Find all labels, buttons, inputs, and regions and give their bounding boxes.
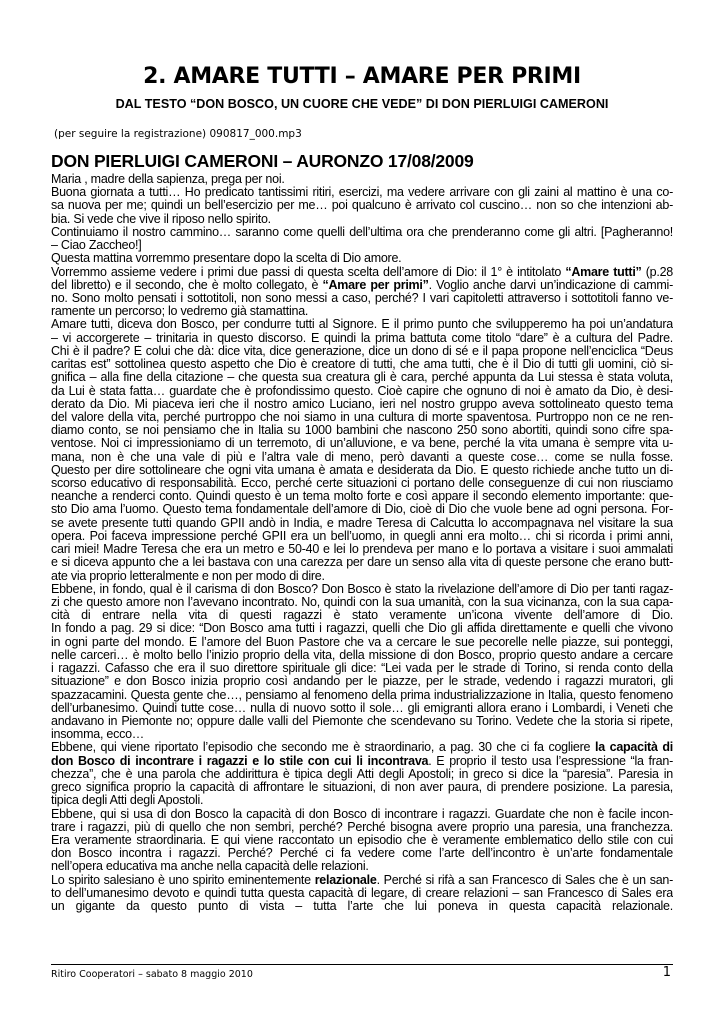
text-run: un gigante da questo punto di vista – tutta l’arte che lui poneva in questa capacità relazionale. (51, 900, 673, 914)
body-line (51, 213, 673, 226)
text-run: ventose. Noi ci impressioniamo di un terremoto, di un’alluvione, e va bene, perché la vita umana è sempre vita u- (51, 437, 673, 451)
text-run: mana, non è che una vale di più e l’altra vale di meno, però davanti a queste cose… come se nulla fosse. (51, 450, 673, 464)
text-run: andavano in Piemonte no; oppure dalle valli del Piemonte che scendevano su Torino. Vedete che la storia si ripete, (51, 714, 673, 728)
body-line (51, 702, 673, 715)
text-run: dell’urbanesimo. Quindi tutte cose… nulla di nuovo sotto il sole… gli emigranti allora erano i Lombardi, i Veneti che (51, 701, 673, 715)
body-line (51, 226, 673, 239)
text-run: se avete presente tutti quando GPII andò in India, e madre Teresa di Calcutta lo accompagnava nel visitare la sua (51, 516, 673, 530)
text-run: – vi accorgerete – trinitaria in questo discorso. E quindi la prima battuta come titolo “dare” è a cultura del Padre. (51, 331, 673, 345)
body-line (51, 821, 673, 834)
body-line (51, 252, 673, 265)
body-line (51, 715, 673, 728)
text-run: tipica degli Atti degli Apostoli. (51, 794, 204, 808)
text-run: caritas est” sottolinea questo aspetto che Dio è creatore di tutti, che ama tutti, che è il Dio di tutti gli uomini, ciò si- (51, 358, 673, 372)
text-run: . Voglio anche darvi un’indicazione di cammi- (428, 278, 673, 292)
text-run: zi che questo amore non l’avevano incontrato. No, quindi con la sua umanità, con la sua vicinanza, con la sua capa- (51, 596, 673, 609)
text-run: diamo conto, se noi pensiamo che in Italia su 1000 bambini che nascono 250 sono abortiti, quindi sono cifre spa- (51, 424, 673, 438)
text-run: del valore della vita, perché purtroppo che noi siamo in una cultura di morte spaventosa. Purtroppo non ce ne ren- (51, 410, 673, 424)
body-line (51, 318, 673, 331)
text-run: Questo per dire sottolineare che ogni vita umana è amata e desiderata da Dio. E questo richiede anche tutto un di- (51, 463, 673, 477)
text-run: Ebbene, qui si usa di don Bosco la capacità di don Bosco di incontrare i ragazzi. Guardate che non è facile incon- (51, 807, 673, 821)
body-line (51, 332, 673, 345)
text-run: Lo spirito salesiano è uno spirito eminentemente (51, 873, 315, 887)
body-line (51, 847, 673, 860)
body-line (51, 279, 673, 292)
body-line (51, 530, 673, 543)
body-line (51, 173, 673, 186)
text-run: chezza”, che è una parola che addirittura è tipica degli Atti degli Apostoli; in greco si dice la “paresia”. Paresia in (51, 767, 673, 781)
body-line (51, 266, 673, 279)
text-run: Ebbene, in fondo, qual è il carisma di don Bosco? Don Bosco è stato la rivelazione dell’amore di Dio per tanti ragaz- (51, 582, 673, 596)
body-line (51, 517, 673, 530)
text-run: nell’opera educativa ma anche nella capacità delle relazioni. (51, 860, 369, 874)
text-run: sto Dio ama l’uomo. Questo tema fondamentale dell’amore di Dio, cioè di Dio che vuole bene ad ogni persona. For- (51, 503, 673, 517)
text-run: . Perché si rifà a san Francesco di Sales che è un san- (376, 873, 673, 887)
body-line (51, 451, 673, 464)
body-line (51, 556, 673, 569)
text-run: Amare tutti, diceva don Bosco, per condurre tutti al Signore. E il primo punto che svilupperemo ha poi un’andatura (51, 318, 673, 332)
body-line (51, 887, 673, 900)
text-run: Maria , madre della sapienza, prega per noi. (51, 173, 285, 186)
text-run: sa nuova per me; quindi un bell’esercizio per me… poi qualcuno è arrivato col cuscino… non so che intenzioni ab- (51, 199, 673, 213)
text-run: Buona giornata a tutti… Ho predicato tantissimi ritiri, esercizi, ma vedere arrivare con gli zaini al mattino è una co- (51, 186, 673, 200)
bold-text: don Bosco di incontrare i ragazzi e lo stile con cui li incontrava (51, 754, 429, 768)
text-run: Questa mattina vorremmo presentare dopo la scelta di Dio amore. (51, 252, 402, 266)
body-line (51, 543, 673, 556)
body-line (51, 385, 673, 398)
text-run: da Lui è stata fatta… guardate che è profondissimo questo. Cioè capire che ognuno di noi è amato da Dio, è desi- (51, 384, 673, 398)
body-line (51, 358, 673, 371)
text-run: no. Sono molto pensati i sottotitoli, non sono messi a caso, perché? I vari capitoletti attraverso i sottotitoli fanno ve- (51, 291, 673, 305)
text-run: opera. Poi faceva impressione perché GPII era un bell’uomo, in quegli anni era molto… chi si ricorda i primi anni, (51, 529, 673, 543)
body-line (51, 583, 673, 596)
body-line (51, 437, 673, 450)
body-line (51, 860, 673, 873)
recording-note: (per seguire la registrazione) 090817_000.mp3 (54, 128, 302, 140)
body-line (51, 768, 673, 781)
text-run: Continuiamo il nostro cammino… saranno come quelli dell’ultima ora che prenderanno come gli altri. [Pagheranno! (51, 225, 673, 239)
text-run: (p.28 (641, 265, 673, 279)
text-run: Ebbene, qui viene riportato l’episodio che secondo me è straordinario, a pag. 30 che ci fa cogliere (51, 741, 595, 755)
body-line (51, 239, 673, 252)
text-run: Era veramente straordinaria. E qui viene raccontato un episodio che è veramente emblematico dello stile con cui (51, 833, 673, 847)
body-line (51, 808, 673, 821)
body-line (51, 490, 673, 503)
body-line (51, 345, 673, 358)
body-text (51, 173, 673, 913)
body-line (51, 464, 673, 477)
body-line (51, 424, 673, 437)
text-run: scorso educativo di responsabilità. Ecco, perché certe situazioni ci portano delle conseguenze di cui non riusciamo (51, 477, 673, 491)
text-run: – Ciao Zaccheo!] (51, 239, 142, 253)
text-run: cità di entrare nella vita di questi ragazzi è stato veramente un’icona vivente dell’amore di Dio. (51, 609, 673, 623)
text-run: i ragazzi. Cafasso che era il suo direttore spirituale gli dice: “Lei vada per le strade di Torino, si renda conto della (51, 662, 673, 676)
body-line (51, 636, 673, 649)
body-line (51, 609, 673, 622)
page-number: 1 (662, 965, 671, 980)
body-line (51, 596, 673, 609)
text-run: . E proprio il testo usa l’espressione “la fran- (428, 754, 673, 768)
text-run: e si diceva appunto che a lei bastava con una carezza per dare un senso alla vita di queste persone che erano butt- (51, 556, 673, 570)
text-run: to dell’umanesimo devoto e quindi tutta questa capacità di legare, di creare relazioni – san Francesco di Sales era (51, 886, 673, 900)
body-line (51, 292, 673, 305)
bold-text: la capacità di (594, 741, 673, 755)
bold-text: “Amare tutti” (565, 265, 642, 279)
body-line (51, 755, 673, 768)
text-run: don Bosco incontra i ragazzi. Perché? Perché ci fa vedere come l’arte dell’incontro è un’arte fondamentale (51, 847, 673, 861)
text-run: nelle carceri… è molto bello l’inizio proprio della vita, della missione di don Bosco, proprio questo andare a cercare (51, 648, 673, 662)
bold-text: relazionale (314, 873, 377, 887)
text-run: cari miei! Madre Teresa che era un metro e 50-40 e lei lo prendeva per mano e lo portava a visitare i suoi ammalati (51, 543, 673, 557)
page-title: 2. AMARE TUTTI – AMARE PER PRIMI (143, 64, 581, 89)
text-run: gnifica – alla fine della citazione – che questa sua creatura gli è cara, perché appunta da Lui stessa è stata voluta, (51, 371, 673, 385)
body-line (51, 371, 673, 384)
body-line (51, 622, 673, 635)
body-line (51, 675, 673, 688)
body-line (51, 728, 673, 741)
body-line (51, 900, 673, 913)
body-line (51, 398, 673, 411)
body-line (51, 305, 673, 318)
body-line (51, 570, 673, 583)
page-subtitle: DAL TESTO “DON BOSCO, UN CUORE CHE VEDE” DI DON PIERLUIGI CAMERONI (115, 97, 609, 111)
text-run: ate via proprio letteralmente e non per modo di dire. (51, 569, 325, 583)
text-run: trare i ragazzi, più di quello che non sembri, perché? Perché bisogna avere proprio una paresia, una franchezza. (51, 820, 673, 834)
text-run: In fondo a pag. 29 si dice: “Don Bosco ama tutti i ragazzi, quelli che Dio gli affida direttamente e quelli che vivono (51, 622, 673, 636)
body-line (51, 781, 673, 794)
text-run: del libretto) e il secondo, che è molto collegato, è (51, 278, 323, 292)
body-line (51, 186, 673, 199)
footer-divider (51, 964, 673, 965)
body-line (51, 794, 673, 807)
text-run: insomma, ecco… (51, 728, 145, 742)
text-run: ramente un percorso; lo vedremo già stamattina. (51, 305, 309, 319)
text-run: bia. Si vede che vive il riposo nello spirito. (51, 212, 271, 226)
body-line (51, 689, 673, 702)
body-line (51, 411, 673, 424)
text-run: spazzacamini. Questa gente che…, pensiamo al fenomeno della prima industrializzazione in Italia, questo fenomeno (51, 688, 673, 702)
body-line (51, 741, 673, 754)
text-run: in ogni parte del mondo. È l’amore del Buon Pastore che va a cercare le sue pecorelle nelle piazze, sui ponteggi, (51, 635, 673, 649)
text-run: greco significa proprio la capacità di affrontare le situazioni, di non aver paura, di prendere posizione. La paresia, (51, 781, 673, 795)
section-heading: DON PIERLUIGI CAMERONI – AURONZO 17/08/2009 (51, 151, 474, 171)
footer-text: Ritiro Cooperatori – sabato 8 maggio 2010 (51, 969, 253, 980)
text-run: neanche a renderci conto. Quindi questo è un tema molto forte e così appare il secondo elemento importante: que- (51, 490, 673, 504)
body-line (51, 477, 673, 490)
body-line (51, 834, 673, 847)
body-line (51, 649, 673, 662)
bold-text: “Amare per primi” (322, 278, 429, 292)
body-line (51, 199, 673, 212)
text-run: Chi è il padre? È colui che dà: dice vita, dice generazione, dice un dono di sé e il papa propone nell’enciclica “Deus (51, 344, 673, 358)
text-run: situazione” e don Bosco inizia proprio così andando per le piazze, per le strade, vedendo i ragazzi muratori, gli (51, 675, 673, 689)
body-line (51, 874, 673, 887)
body-line (51, 662, 673, 675)
text-run: derato da Dio. Mi piaceva ieri che il nostro amico Luciano, ieri nel nostro gruppo aveva sottolineato questo tema (51, 397, 673, 411)
body-line (51, 503, 673, 516)
text-run: Vorremmo assieme vedere i primi due passi di questa scelta dell’amore di Dio: il 1° è intitolato (51, 265, 566, 279)
